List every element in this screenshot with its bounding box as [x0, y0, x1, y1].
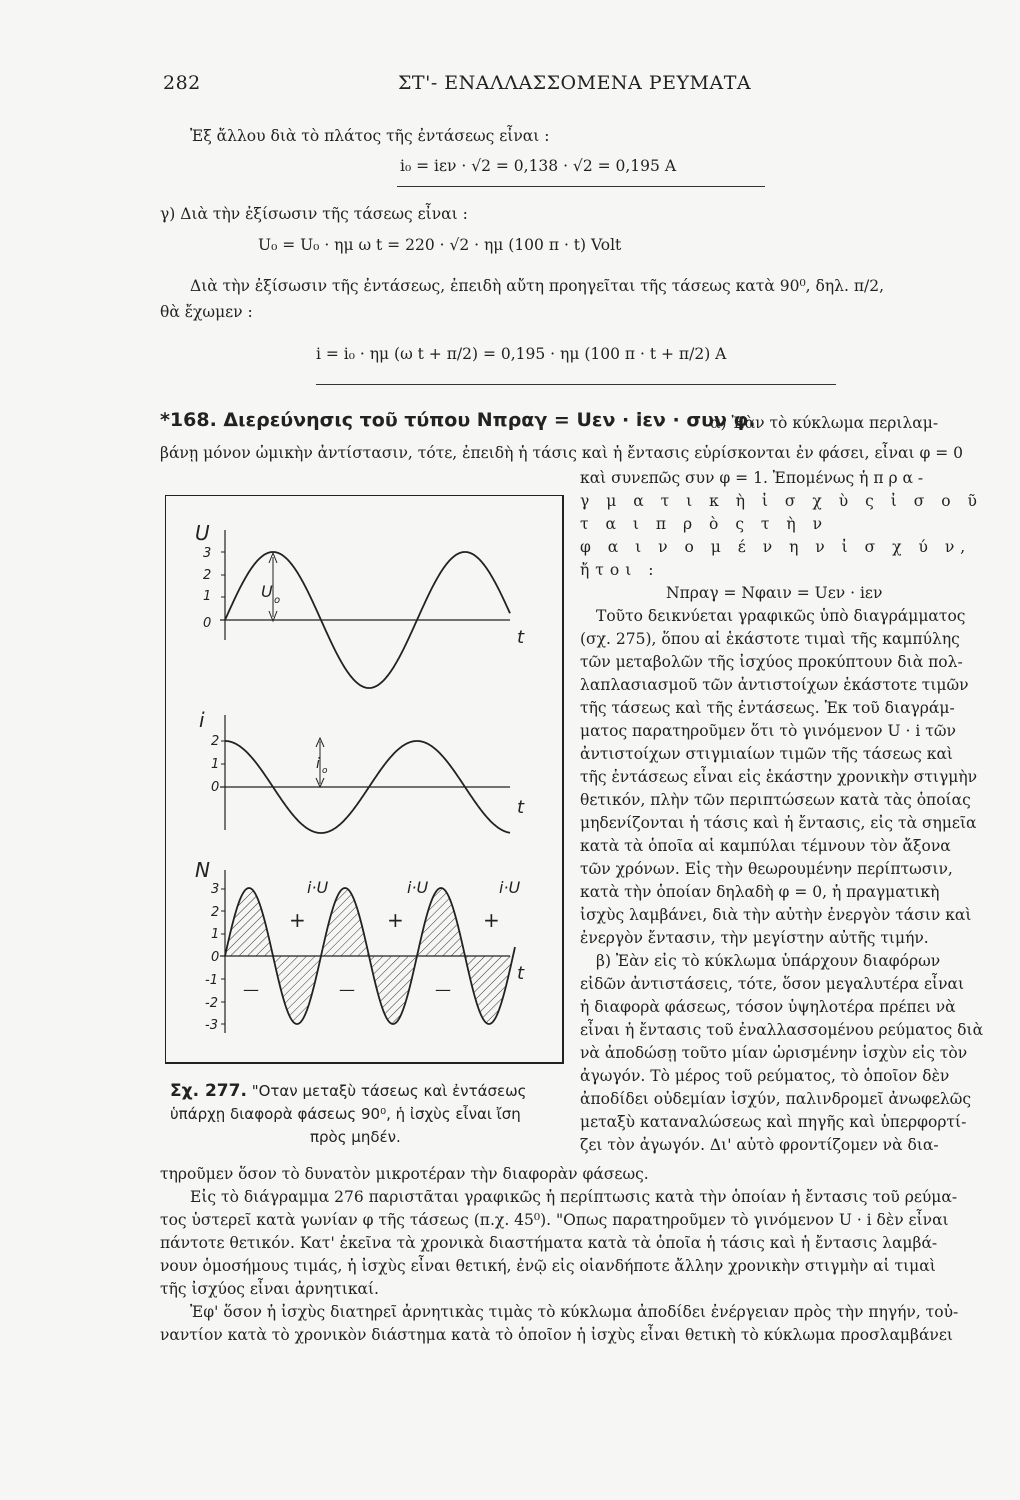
plus-sign: + [289, 908, 306, 932]
text-line: νὰ ἀποδώσῃ τοῦτο μίαν ὡρισμένην ἰσχὺν εἰς τὸν [580, 1044, 968, 1062]
plot-power [195, 858, 525, 1033]
text-line: ἀγωγόν. Τὸ μέρος τοῦ ρεύματος, τὸ ὁποῖον δὲν [580, 1067, 950, 1085]
time-label: t [517, 963, 525, 984]
time-label: t [517, 797, 525, 818]
text-line: μεταξὺ καταναλώσεως καὶ πηγῆς καὶ ὑπερφορτί- [580, 1113, 967, 1131]
text-line: λαπλασιασμοῦ τῶν ἀντιστοίχων ἑκάστοτε τιμῶν [580, 676, 969, 694]
caption-number: Σχ. 277. [170, 1081, 247, 1101]
text-line: τηροῦμεν ὅσον τὸ δυνατὸν μικροτέραν τὴν διαφορὰν φάσεως. [160, 1165, 649, 1183]
text-line: τῆς τάσεως καὶ τῆς ἐντάσεως. Ἐκ τοῦ διαγράμ- [580, 699, 955, 717]
text-line: (σχ. 275), ὅπου αἱ ἑκάστοτε τιμαὶ τῆς καμπύλης [580, 630, 960, 648]
text-line: κατὰ τὴν ὁποίαν δηλαδὴ φ = 0, ἡ πραγματικὴ [580, 883, 940, 901]
text-line: ἀντιστοίχων στιγμιαίων τιμῶν τῆς τάσεως καὶ [580, 745, 953, 763]
text-line: ἀποδίδει οὐδεμίαν ἰσχύν, παλινδρομεῖ ἀνωφελῶς [580, 1090, 972, 1108]
tick-label: 3 [203, 546, 212, 561]
equation-i: i = i₀ · ημ (ω t + π/2) = 0,195 · ημ (100 π · t + π/2) A [316, 345, 727, 363]
text-line: θετικόν, πλὴν τῶν περιπτώσεων κατὰ τὰς ὁποίας [580, 791, 971, 809]
time-label: t [517, 627, 525, 648]
tick-label: 0 [211, 780, 220, 795]
text-line: γ) Διὰ τὴν ἐξίσωσιν τῆς τάσεως εἶναι : [160, 205, 468, 223]
equation-underline [316, 384, 836, 385]
section-title: *168. Διερεύνησις τοῦ τύπου Nπραγ = Uεν · iεν · συν φ. [160, 409, 756, 431]
tick-label: -2 [205, 996, 218, 1011]
text-line: Εἰς τὸ διάγραμμα 276 παριστᾶται γραφικῶς ἡ περίπτωσις κατὰ τὴν ὁποίαν ἡ ἔντασις τοῦ ρεύμα- [190, 1188, 958, 1206]
minus-sign: — [243, 980, 259, 999]
amplitude-subscript: o [274, 595, 281, 606]
amplitude-subscript: o [322, 766, 328, 776]
text-line: ζει τὸν ἀγωγόν. Δι' αὐτὸ φροντίζομεν νὰ δια- [580, 1136, 939, 1154]
minus-sign: — [435, 980, 451, 999]
peak-label: i·U [307, 878, 329, 897]
plus-sign: + [483, 908, 500, 932]
text-line: βάνῃ μόνον ὠμικὴν ἀντίστασιν, τότε, ἐπειδὴ ἡ τάσις καὶ ἡ ἔντασις εὑρίσκονται ἐν φάσει, εἶναι φ = 0 [160, 444, 964, 462]
minus-sign: — [339, 980, 355, 999]
text-line: γ μ α τ ι κ ὴ ἰ σ χ ὺ ς ἰ σ ο ῦ τ α ι π ρ ὸ ς τ ὴ ν [580, 492, 983, 533]
peak-label: i·U [499, 878, 521, 897]
figure-caption-line2: ὑπάρχῃ διαφορὰ φάσεως 90⁰, ἡ ἰσχὺς εἶναι ἴση [170, 1105, 521, 1123]
axis-label-u: U [195, 521, 210, 545]
power-area-hatch [225, 888, 515, 1024]
text-line: θὰ ἔχωμεν : [160, 303, 253, 321]
figure-caption-line3: πρὸς μηδέν. [310, 1128, 401, 1146]
tick-label: 0 [203, 616, 212, 631]
text-line: νουν ὁμοσήμους τιμάς, ἡ ἰσχὺς εἶναι θετική, ἐνῷ εἰς οἱανδήποτε ἄλλην χρονικὴν στιγμὴν αἱ τιμαὶ [160, 1257, 936, 1275]
text-line: φ α ι ν ο μ έ ν η ν ἰ σ χ ύ ν, ἤτοι : [580, 538, 972, 579]
tick-label: 1 [211, 757, 220, 772]
tick-label: 3 [211, 882, 220, 897]
text-line: β) Ἐὰν εἰς τὸ κύκλωμα ὑπάρχουν διαφόρων [596, 952, 941, 970]
page-number: 282 [163, 72, 201, 94]
text-line: εἶναι ἡ ἔντασις τοῦ ἐναλλασσομένου ρεύματος διὰ [580, 1021, 984, 1039]
tick-label: -3 [205, 1018, 218, 1033]
text-line: καὶ συνεπῶς συν φ = 1. Ἑπομένως ἡ π ρ α - [580, 469, 924, 487]
tick-label: 1 [211, 927, 220, 942]
text-line: ἰσχὺς λαμβάνει, διὰ τὴν αὐτὴν ἐνεργὸν τάσιν καὶ [580, 906, 972, 924]
equation-u0: U₀ = U₀ · ημ ω t = 220 · √2 · ημ (100 π · t) Volt [258, 236, 622, 254]
running-title: ΣΤ'- ΕΝΑΛΛΑΣΣΟΜΕΝΑ ΡΕΥΜΑΤΑ [398, 72, 752, 94]
text-line: πάντοτε θετικόν. Κατ' ἐκεῖνα τὰ χρονικὰ διαστήματα κατὰ τὰ ὁποῖα ἡ τάσις καὶ ἡ ἔντασις λαμβά- [160, 1234, 938, 1252]
text-line: ἡ διαφορὰ φάσεως, τόσον ὑψηλοτέρα πρέπει νὰ [580, 998, 956, 1016]
text-line: τῆς ἐντάσεως εἶναι εἰς ἑκάστην χρονικὴν στιγμὴν [580, 768, 978, 786]
axis-label-i: i [199, 708, 205, 732]
figure-277 [165, 495, 565, 1065]
tick-label: 2 [211, 905, 220, 920]
tick-label: 1 [203, 589, 212, 604]
text-line: εἰδῶν ἀντιστάσεις, τότε, ὅσον μεγαλυτέρα εἶναι [580, 975, 965, 993]
text-line: τῆς ἰσχύος εἶναι ἀρνητικαί. [160, 1280, 379, 1298]
text-line: τῶν μεταβολῶν τῆς ἰσχύος προκύπτουν διὰ πολ- [580, 653, 963, 671]
text-line: τῶν χρόνων. Εἰς τὴν θεωρουμένην περίπτωσιν, [580, 860, 953, 878]
text-line: Διὰ τὴν ἐξίσωσιν τῆς ἐντάσεως, ἐπειδὴ αὔτη προηγεῖται τῆς τάσεως κατὰ 90⁰, δηλ. π/2, [190, 277, 885, 295]
text-line: Ἐξ ἄλλου διὰ τὸ πλάτος τῆς ἐντάσεως εἶναι : [190, 127, 550, 145]
plus-sign: + [387, 908, 404, 932]
axis-label-n: N [195, 858, 210, 882]
equation-power: Nπραγ = Nφαιν = Uεν · iεν [666, 584, 883, 602]
tick-label: 2 [203, 568, 212, 583]
text-line: ματος παρατηροῦμεν ὅτι τὸ γινόμενον U · i τῶν [580, 722, 956, 740]
text-line: Ἐφ' ὅσον ἡ ἰσχὺς διατηρεῖ ἀρνητικὰς τιμὰς τὸ κύκλωμα ἀποδίδει ἐνέργειαν πρὸς τὴν πηγήν, τοὐ- [190, 1303, 959, 1321]
text-line: ἐνεργὸν ἔντασιν, τὴν μεγίστην αὐτῆς τιμήν. [580, 929, 929, 947]
tick-label: 0 [211, 950, 220, 965]
equation-underline [397, 186, 765, 187]
text-line: ναντίον κατὰ τὸ χρονικὸν διάστημα κατὰ τὸ ὁποῖον ἡ ἰσχὺς εἶναι θετικὴ τὸ κύκλωμα προσλαμβάνει [160, 1326, 953, 1344]
tick-label: 2 [211, 734, 220, 749]
section-intro: α) Ἐὰν τὸ κύκλωμα περιλαμ- [710, 414, 939, 432]
plot-current [199, 708, 525, 833]
tick-label: -1 [205, 973, 218, 988]
plot-voltage [195, 521, 525, 688]
equation-i0: i₀ = iεν · √2 = 0,138 · √2 = 0,195 A [400, 157, 677, 175]
amplitude-label: U [261, 582, 273, 601]
text-line: Τοῦτο δεικνύεται γραφικῶς ὑπὸ διαγράμματος [596, 607, 966, 625]
text-line: μηδενίζονται ἡ τάσις καὶ ἡ ἔντασις, εἰς τὰ σημεῖα [580, 814, 977, 832]
amplitude-label: i [316, 756, 320, 772]
peak-label: i·U [407, 878, 429, 897]
figure-caption-line1: Σχ. 277. "Οταν μεταξὺ τάσεως καὶ ἐντάσεως [170, 1081, 527, 1101]
text-line: κατὰ τὰ ὁποῖα αἱ καμπύλαι τέμνουν τὸν ἄξονα [580, 837, 951, 855]
text-line: τος ὑστερεῖ κατὰ γωνίαν φ τῆς τάσεως (π.χ. 45⁰). "Οπως παρατηροῦμεν τὸ γινόμενον U · i δὲν εἶναι [160, 1211, 949, 1229]
